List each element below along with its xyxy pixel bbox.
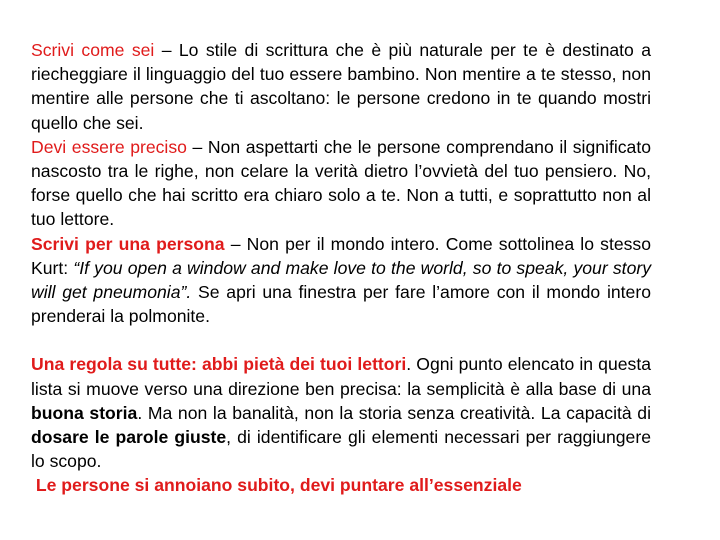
heading-devi-essere-preciso: Devi essere preciso: [31, 136, 187, 157]
heading-regola: Una regola su tutte: abbi pietà dei tuoi lettori: [31, 354, 407, 375]
body-text: Non per il mondo intero. Come sottolinea lo stesso Kurt:: [31, 233, 651, 278]
body-text: Se apri una finestra per fare l’amore con il mondo intero prenderai la polmonite.: [31, 282, 651, 327]
paragraph-gap: [31, 328, 651, 352]
emphasis-dosare-parole: dosare le parole giuste: [31, 427, 227, 448]
body-text: . Ogni punto elencato in questa lista si muove verso una direzione ben precisa: la semplicità è alla base di una: [31, 354, 652, 399]
text-block: [31, 38, 651, 498]
paragraph-scrivi-per-una-persona: [31, 232, 651, 329]
separator: –: [186, 136, 208, 157]
paragraph-regola: [31, 352, 651, 473]
closing-line: Le persone si annoiano subito, devi puntare all’essenziale: [31, 475, 522, 496]
separator: –: [154, 40, 179, 60]
paragraph-scrivi-come-sei: [31, 38, 651, 135]
body-text: , di identificare gli elementi necessari per raggiungere lo scopo.: [31, 427, 651, 472]
separator: –: [224, 233, 247, 254]
paragraph-devi-essere-preciso: [31, 135, 651, 232]
body-text: Non aspettarti che le persone comprendano il significato nascosto tra le righe, non celare la verità dietro l’ovvietà del tuo pensiero. No, forse quello che hai scritto era chiaro solo a te. Non a tutti, e soprattutto non al tuo lettore.: [31, 136, 652, 230]
quote-text: “If you open a window and make love to the world, so to speak, your story will get pneumonia”.: [31, 257, 652, 303]
body-text: Lo stile di scrittura che è più naturale per te è destinato a riecheggiare il linguaggio del tuo essere bambino. Non mentire a te stesso, non mentire alle persone che ti ascoltano: le persone credono in te quando mostri quello che sei.: [31, 40, 652, 133]
body-text: . Ma non la banalità, non la storia senza creatività. La capacità di: [137, 402, 651, 423]
heading-scrivi-come-sei: Scrivi come sei: [31, 40, 155, 60]
heading-scrivi-per-una-persona: Scrivi per una persona: [31, 233, 225, 254]
emphasis-buona-storia: buona storia: [31, 402, 138, 423]
